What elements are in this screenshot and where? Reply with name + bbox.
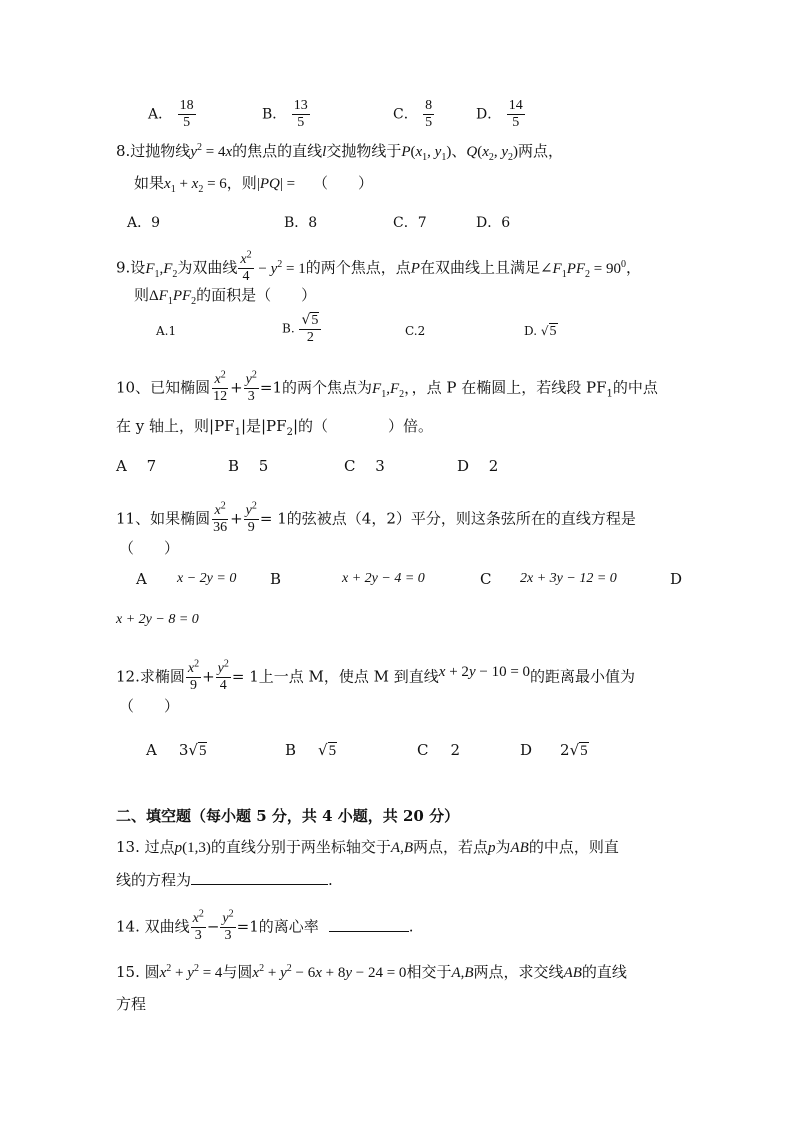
q11-option-d-eq: x + 2y − 8 = 0	[116, 612, 199, 627]
q9-option-d: D. √5	[524, 324, 557, 339]
fraction: $\frac{y^2}{9}$	[245, 500, 257, 535]
q11-option-b-letter: B	[270, 570, 282, 588]
math-expr: $F_1,F_2$	[145, 260, 178, 280]
q7-option-b: B． $\frac{13}{5}$	[262, 98, 308, 130]
q10-stem: 10、已知椭圆 $\frac{x^2}{12}$ + $\frac{y^2}{3}$ =1的两个焦点为$F_1,F_2$，，点 P 在椭圆上，若线段 $PF_1$的中点	[116, 369, 658, 404]
fraction: $\frac{y^2}{3}$	[245, 369, 257, 404]
q11-option-a-eq: x − 2y = 0	[177, 571, 237, 586]
fraction: $\frac{y^2}{3}$	[222, 908, 234, 943]
fraction: $\frac{x^2}{12}$	[213, 369, 228, 404]
answer-blank[interactable]	[329, 916, 409, 932]
q11-option-c-letter: C	[480, 570, 492, 588]
section-title: 二、填空题（每小题 5 分，共 4 小题，共 20 分）	[116, 807, 460, 825]
math-expr: $x^2 + y^2 - 6x + 8y - 24 = 0$	[252, 963, 407, 981]
q11-option-a-letter: A	[136, 570, 147, 588]
answer-blank[interactable]	[191, 869, 328, 885]
math-expr: $y^2 = 4x$	[190, 142, 233, 160]
q7-option-a: A． $\frac{18}{5}$	[148, 98, 194, 130]
q12-option-b: B √5	[285, 741, 337, 759]
math-expr: A,B	[390, 840, 413, 856]
q8-option-a: A．9	[127, 215, 161, 231]
fraction: $\frac{x^2}{4}$	[240, 249, 252, 284]
q10-option-a: A 7	[116, 457, 157, 475]
q12-paren: （ ）	[119, 697, 180, 715]
fraction: $\frac{y^2}{4}$	[217, 658, 229, 693]
q9-option-c: C.2	[405, 324, 426, 338]
math-expr: AB	[510, 840, 529, 856]
fraction: $\frac{14}{5}$	[508, 98, 523, 130]
math-expr: p	[488, 840, 496, 856]
math-expr: $x_1 + x_2 = 6$	[164, 176, 227, 195]
q11-stem: 11、如果椭圆 $\frac{x^2}{36}$ + $\frac{y^2}{9}$ = 1的弦被点（4，2）平分，则这条弦所在的直线方程是	[116, 500, 636, 535]
math-expr: $P(x_1$, $y_1$)	[401, 144, 452, 163]
q8-stem-line2: 如果$x_1 + x_2 = 6$，则|PQ| = （ ）	[134, 174, 374, 195]
q15-stem-line2: 方程	[116, 995, 147, 1013]
q11-paren: （ ）	[119, 539, 180, 557]
q12-option-a: A 3√5	[146, 741, 207, 759]
q9-stem: 9.设$F_1,F_2$为双曲线 $\frac{x^2}{4}$ − $y^2 = 1$的两个焦点，点P在双曲线上且满足$\angle F_1PF_2 = 90^0$，	[116, 249, 642, 284]
fraction: $\frac{x^2}{36}$	[213, 500, 228, 535]
fraction: $\frac{x^2}{9}$	[187, 658, 200, 693]
math-expr: $Q(x_2$, $y_2$)	[466, 144, 519, 163]
math-expr: |PQ| =	[256, 176, 296, 192]
math-expr: x + 2y − 10 = 0	[438, 663, 531, 680]
q7-option-c: C． $\frac{8}{5}$	[393, 98, 433, 130]
math-expr: $x^2 + y^2 = 4$	[159, 963, 223, 981]
math-expr: − $y^2 = 1$	[254, 258, 306, 277]
q10-option-d: D 2	[457, 457, 499, 475]
fraction: $\frac{x^2}{3}$	[192, 908, 204, 943]
math-expr: AB	[563, 965, 582, 981]
q8-stem: 8.过抛物线$y^2 = 4x$的焦点的直线l交抛物线于$P(x_1$, $y_1$)、$Q(x_2$, $y_2$)两点，	[116, 142, 564, 163]
q11-option-c-eq: 2x + 3y − 12 = 0	[520, 571, 617, 586]
q10-option-c: C 3	[344, 457, 385, 475]
q14-stem: 14. 双曲线 $\frac{x^2}{3}$ − $\frac{y^2}{3}$ =1的离心率 .	[116, 908, 414, 943]
math-expr: p(1,3)	[174, 840, 211, 856]
math-expr: $\Delta F_1PF_2$	[149, 288, 197, 307]
q11-option-b-eq: x + 2y − 4 = 0	[342, 571, 425, 586]
sqrt-icon: √	[540, 324, 549, 338]
fraction: $\frac{18}{5}$	[179, 98, 194, 130]
q10-stem-line2: 在 y 轴上，则$|PF_1|$是$|PF_2|$的（ ）倍。	[116, 417, 433, 438]
math-expr: A,B	[451, 965, 474, 981]
math-expr: $\angle F_1PF_2 = 90^0$	[539, 258, 626, 280]
math-expr: l	[322, 144, 327, 160]
sqrt-icon: √	[188, 741, 198, 759]
q7-option-d: D． $\frac{14}{5}$	[476, 98, 523, 130]
q12-stem: 12.求椭圆 $\frac{x^2}{9}$ + $\frac{y^2}{4}$ = 1上一点 M，使点 M 到直线x + 2y − 10 = 0的距离最小值为	[116, 658, 636, 693]
q8-option-b: B．8	[284, 215, 318, 231]
math-expr: P	[410, 260, 420, 277]
sqrt-icon: √	[318, 741, 328, 759]
q12-option-d: D 2√5	[520, 741, 588, 759]
fraction: $\frac{13}{5}$	[293, 98, 308, 130]
fraction: $\frac{√5}{2}$	[299, 312, 321, 346]
fraction: $\frac{8}{5}$	[425, 98, 433, 130]
math-expr: $F_1,F_2$，	[372, 380, 412, 400]
q9-stem-line2: 则$\Delta F_1PF_2$的面积是（ ）	[134, 286, 317, 307]
q9-option-b: B. $\frac{√5}{2}$	[282, 312, 322, 346]
q8-option-c: C．7	[393, 215, 427, 231]
q13-stem-line2: 线的方程为 .	[116, 871, 333, 889]
sqrt-icon: √	[569, 741, 580, 759]
q11-option-d-letter: D	[670, 570, 683, 588]
q12-option-c: C 2	[417, 741, 461, 759]
q10-option-b: B 5	[228, 457, 269, 475]
q9-option-a: A.1	[156, 324, 177, 338]
q15-stem: 15. 圆$x^2 + y^2 = 4$与圆$x^2 + y^2 - 6x + 8y - 24 = 0$相交于A,B两点，求交线AB的直线	[116, 963, 627, 981]
q13-stem: 13. 过点p(1,3)的直线分别于两坐标轴交于A,B两点，若点p为AB的中点，则直	[116, 838, 619, 856]
q8-option-d: D．6	[476, 215, 511, 231]
